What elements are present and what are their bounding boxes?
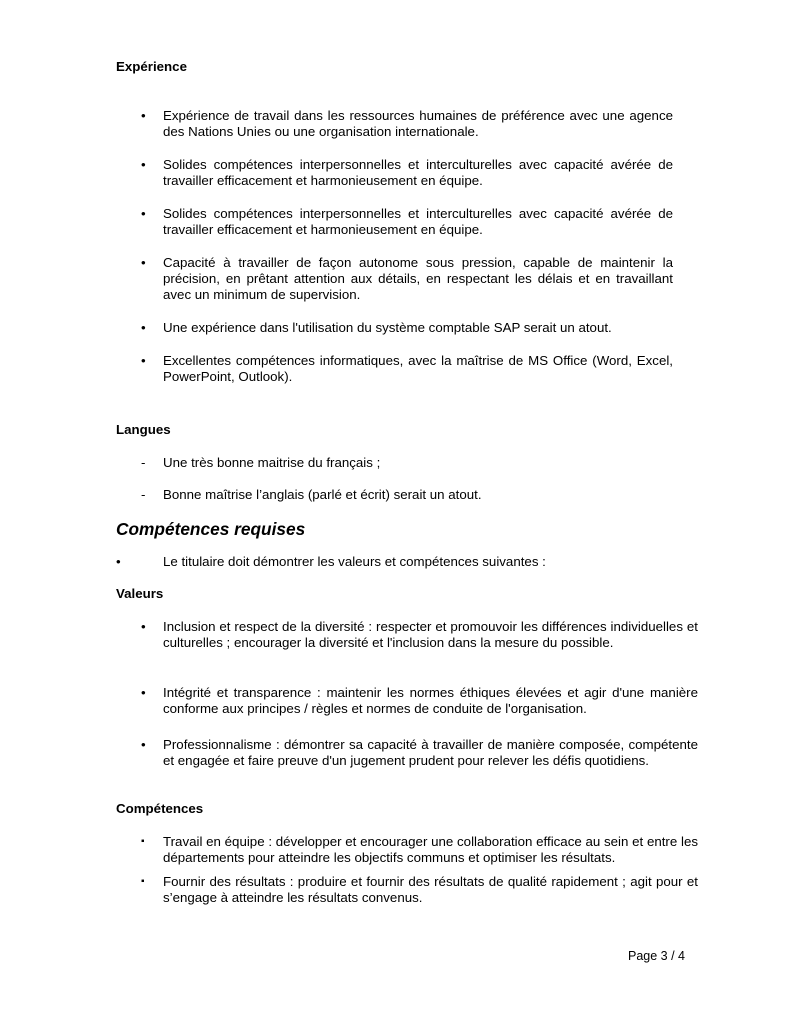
bullet-icon: • [141,108,146,123]
section-heading-valeurs: Valeurs [116,586,164,601]
list-item: Solides compétences interpersonnelles et interculturelles avec capacité avérée de travailler efficacement et harmonieusement en équipe. [163,206,673,238]
dash-icon: - [141,487,146,502]
section-heading-competences: Compétences [116,801,204,816]
dash-icon: - [141,455,146,470]
bullet-icon: • [141,353,146,368]
page-number: Page 3 / 4 [628,949,685,963]
bullet-icon: • [141,157,146,172]
list-item: Excellentes compétences informatiques, avec la maîtrise de MS Office (Word, Excel, PowerPoint, Outlook). [163,353,673,385]
list-item: Professionnalisme : démontrer sa capacité à travailler de manière composée, compétente et engagée et faire preuve d'un jugement prudent pour relever les défis quotidiens. [163,737,698,769]
bullet-icon: • [141,320,146,335]
square-bullet-icon: ▪ [141,836,145,847]
list-item: Inclusion et respect de la diversité : respecter et promouvoir les différences individuelles et culturelles ; encourager la diversité et l'inclusion dans la mesure du possible. [163,619,698,651]
list-item: Travail en équipe : développer et encourager une collaboration efficace au sein et entre les départements pour atteindre les objectifs communs et optimiser les résultats. [163,834,698,866]
intro-text: Le titulaire doit démontrer les valeurs et compétences suivantes : [163,554,546,569]
section-heading-langues: Langues [116,422,171,437]
list-item: Une très bonne maitrise du français ; [163,455,381,470]
list-item: Bonne maîtrise l’anglais (parlé et écrit) serait un atout. [163,487,482,502]
bullet-icon: • [141,685,146,700]
list-item: Expérience de travail dans les ressources humaines de préférence avec une agence des Nations Unies ou une organisation internationale. [163,108,673,140]
bullet-icon: • [141,255,146,270]
bullet-icon: • [116,554,121,569]
list-item: Fournir des résultats : produire et fournir des résultats de qualité rapidement ; agit pour et s’engage à atteindre les résultats convenus. [163,874,698,906]
bullet-icon: • [141,206,146,221]
list-item: Capacité à travailler de façon autonome sous pression, capable de maintenir la précision, en prêtant attention aux détails, en respectant les délais et en travaillant avec un minimum de supervision. [163,255,673,303]
list-item: Intégrité et transparence : maintenir les normes éthiques élevées et agir d'une manière conforme aux principes / règles et normes de conduite de l'organisation. [163,685,698,717]
list-item: Une expérience dans l'utilisation du système comptable SAP serait un atout. [163,320,612,335]
bullet-icon: • [141,737,146,752]
bullet-icon: • [141,619,146,634]
list-item: Solides compétences interpersonnelles et interculturelles avec capacité avérée de travailler efficacement et harmonieusement en équipe. [163,157,673,189]
section-heading-competences-requises: Compétences requises [116,519,306,539]
square-bullet-icon: ▪ [141,876,145,887]
section-heading-experience: Expérience [116,59,187,74]
